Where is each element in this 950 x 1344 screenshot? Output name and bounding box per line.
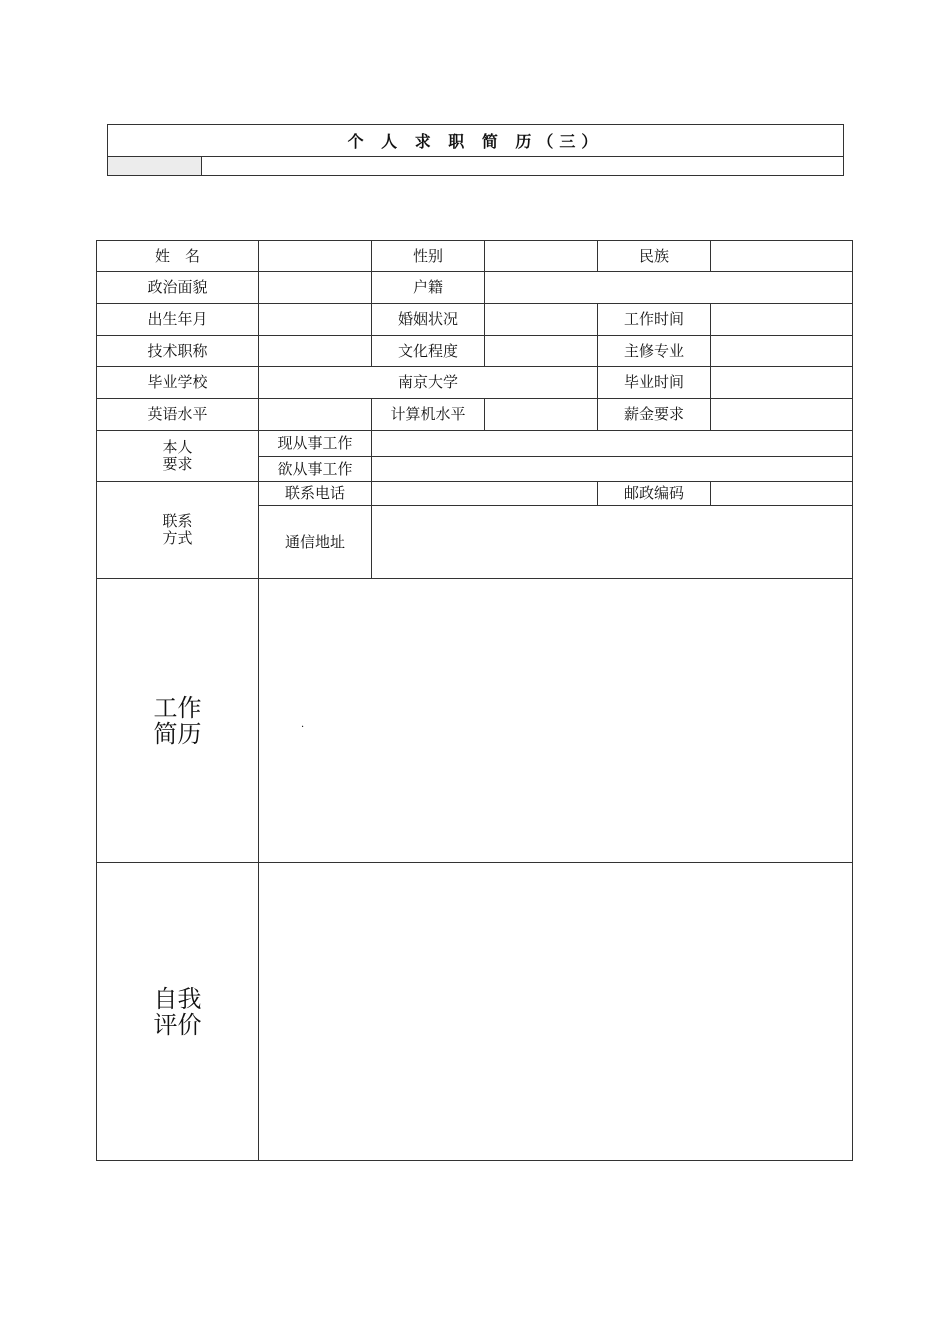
name-field[interactable] bbox=[259, 241, 372, 272]
salary-field[interactable] bbox=[711, 399, 853, 431]
school-label: 毕业学校 bbox=[97, 367, 259, 399]
contact-label-line1: 联系 bbox=[162, 512, 193, 530]
work-history-label bbox=[97, 579, 259, 863]
school-field[interactable]: 南京大学 bbox=[259, 367, 598, 399]
marital-field[interactable] bbox=[485, 304, 598, 336]
postcode-field[interactable] bbox=[711, 482, 853, 506]
work-time-label: 工作时间 bbox=[598, 304, 711, 336]
phone-label: 联系电话 bbox=[259, 482, 372, 506]
title-field[interactable] bbox=[259, 336, 372, 367]
work-history-label-line1: 工作 bbox=[153, 693, 202, 722]
birth-label: 出生年月 bbox=[97, 304, 259, 336]
contact-label bbox=[97, 482, 259, 579]
hukou-field[interactable] bbox=[485, 272, 853, 304]
grad-time-label: 毕业时间 bbox=[598, 367, 711, 399]
education-field[interactable] bbox=[485, 336, 598, 367]
header-shaded-cell bbox=[108, 157, 202, 175]
phone-field[interactable] bbox=[372, 482, 598, 506]
requirements-label-line1: 本人 bbox=[162, 438, 193, 456]
ethnicity-field[interactable] bbox=[711, 241, 853, 272]
work-history-dot: · bbox=[301, 722, 305, 733]
resume-form-table bbox=[96, 240, 853, 1161]
major-label: 主修专业 bbox=[598, 336, 711, 367]
marital-label: 婚姻状况 bbox=[372, 304, 485, 336]
header-box bbox=[107, 124, 844, 176]
birth-field[interactable] bbox=[259, 304, 372, 336]
current-job-label: 现从事工作 bbox=[259, 431, 372, 457]
salary-label: 薪金要求 bbox=[598, 399, 711, 431]
grad-time-field[interactable] bbox=[711, 367, 853, 399]
political-label: 政治面貌 bbox=[97, 272, 259, 304]
computer-field[interactable] bbox=[485, 399, 598, 431]
work-time-field[interactable] bbox=[711, 304, 853, 336]
address-label: 通信地址 bbox=[259, 506, 372, 579]
computer-label: 计算机水平 bbox=[372, 399, 485, 431]
requirements-label-line2: 要求 bbox=[162, 455, 193, 473]
contact-label-line2: 方式 bbox=[162, 529, 193, 547]
gender-label: 性别 bbox=[372, 241, 485, 272]
self-eval-field[interactable] bbox=[259, 863, 853, 1161]
self-eval-label bbox=[97, 863, 259, 1161]
work-history-field[interactable] bbox=[259, 579, 853, 863]
requirements-label bbox=[97, 431, 259, 482]
hukou-label: 户籍 bbox=[372, 272, 485, 304]
desired-job-label: 欲从事工作 bbox=[259, 457, 372, 482]
postcode-label: 邮政编码 bbox=[598, 482, 711, 506]
gender-field[interactable] bbox=[485, 241, 598, 272]
work-history-label-line2: 简历 bbox=[153, 719, 202, 748]
english-label: 英语水平 bbox=[97, 399, 259, 431]
title-label: 技术职称 bbox=[97, 336, 259, 367]
address-field[interactable] bbox=[372, 506, 853, 579]
english-field[interactable] bbox=[259, 399, 372, 431]
political-field[interactable] bbox=[259, 272, 372, 304]
name-label: 姓 名 bbox=[97, 241, 259, 272]
current-job-field[interactable] bbox=[372, 431, 853, 457]
ethnicity-label: 民族 bbox=[598, 241, 711, 272]
desired-job-field[interactable] bbox=[372, 457, 853, 482]
education-label: 文化程度 bbox=[372, 336, 485, 367]
self-eval-label-line1: 自我 bbox=[153, 984, 202, 1013]
self-eval-label-line2: 评价 bbox=[153, 1010, 202, 1039]
page-title: 个 人 求 职 简 历（三） bbox=[108, 125, 843, 157]
major-field[interactable] bbox=[711, 336, 853, 367]
